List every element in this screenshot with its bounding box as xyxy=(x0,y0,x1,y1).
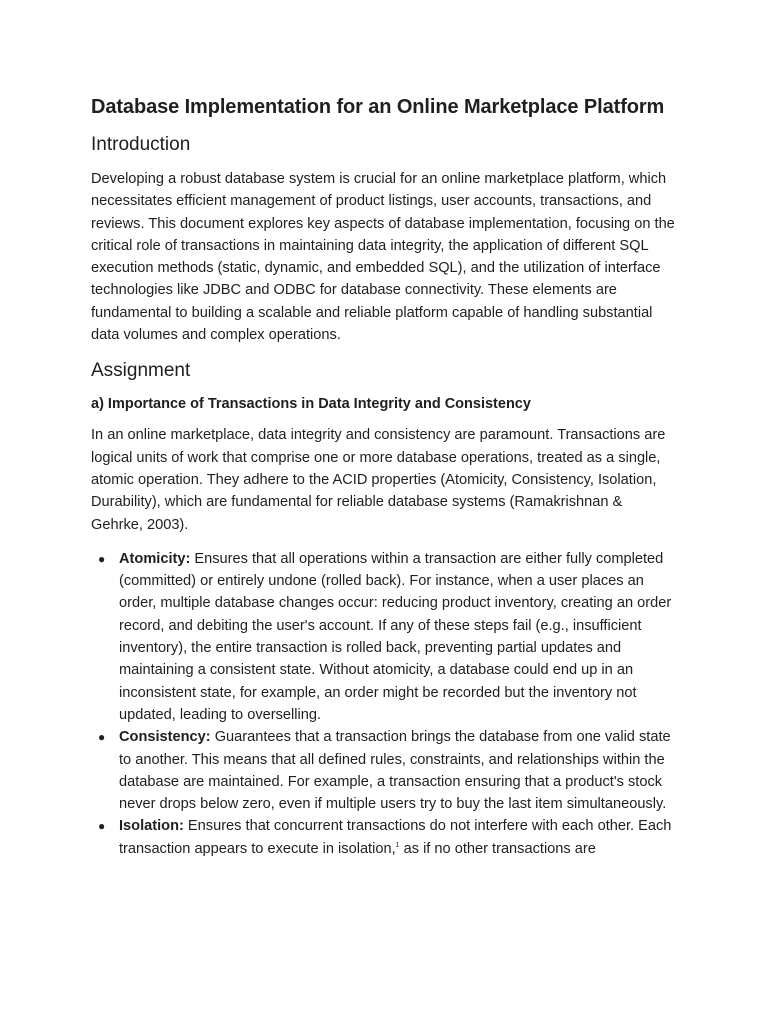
isolation-text: Ensures that concurrent transactions do not interfere with each other. Each transaction appears to execute in isolation, xyxy=(119,818,672,857)
list-item-isolation xyxy=(91,815,676,860)
bullet-icon: ● xyxy=(98,730,106,745)
introduction-paragraph: Developing a robust database system is crucial for an online marketplace platform, which necessitates efficient management of product listings, user accounts, transactions, and reviews. This document explores key aspects of database implementation, focusing on the critical role of transactions in maintaining data integrity, the application of different SQL execution methods (static, dynamic, and embedded SQL), and the utilization of interface technologies like JDBC and ODBC for database connectivity. These elements are fundamental to building a scalable and reliable platform capable of handling substantial data volumes and complex operations. xyxy=(91,171,675,344)
term-isolation: Isolation: xyxy=(119,818,184,835)
transactions-paragraph: In an online marketplace, data integrity and consistency are paramount. Transactions are logical units of work that comprise one or more database operations, treated as a single, atomic operation. They adhere to the ACID properties (Atomicity, Consistency, Isolation, Durability), which are fundamental for reliable database systems (Ramakrishnan & Gehrke, 2003). xyxy=(91,427,666,533)
acid-list xyxy=(91,548,676,860)
bullet-icon: ● xyxy=(98,551,106,566)
term-consistency: Consistency: xyxy=(119,729,211,746)
atomicity-text: Ensures that all operations within a transaction are either fully completed (committed) or entirely undone (rolled back). For instance, when a user places an order, multiple database changes occur: reducing product inventory, creating an order record, and debiting the user's account. If any of these steps fail (e.g., insufficient inventory), the entire transaction is rolled back, preventing partial updates and maintaining a consistent state. Without atomicity, a database could end up in an inconsistent state, for example, an order might be recorded but the inventory not updated, leading to overselling. xyxy=(119,550,672,723)
isolation-text-continued: as if no other transactions are xyxy=(399,840,596,857)
document-title: Database Implementation for an Online Marketplace Platform xyxy=(91,96,665,118)
list-item-consistency xyxy=(91,726,676,815)
footnote-reference[interactable]: 1 xyxy=(395,841,400,849)
consistency-text: Guarantees that a transaction brings the database from one valid state to another. This means that all defined rules, constraints, and relationships within the database are maintained. For example, a transaction ensuring that a product's stock never drops below zero, even if multiple users try to buy the last item simultaneously. xyxy=(119,729,671,813)
assignment-heading: Assignment xyxy=(91,360,191,382)
introduction-heading: Introduction xyxy=(91,134,191,155)
bullet-icon: ● xyxy=(98,819,106,834)
term-atomicity: Atomicity: xyxy=(119,550,191,567)
list-item-atomicity xyxy=(91,548,676,726)
section-a-heading: a) Importance of Transactions in Data Integrity and Consistency xyxy=(91,396,531,413)
